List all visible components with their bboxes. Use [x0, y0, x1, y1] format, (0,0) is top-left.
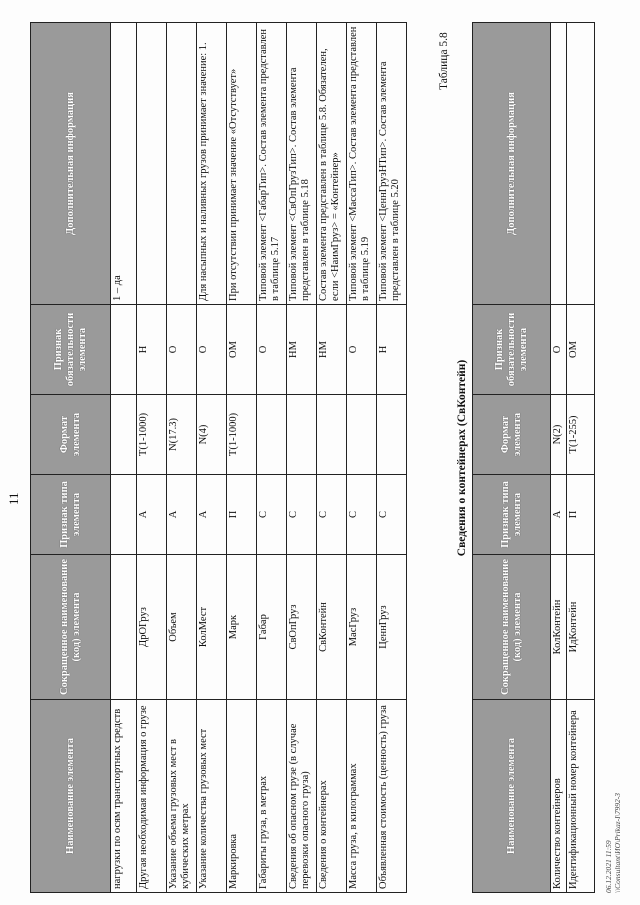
containers-table	[472, 22, 595, 893]
cell-info	[137, 23, 167, 305]
cell-type: П	[227, 475, 257, 555]
cell-info: 1 – да	[111, 23, 137, 305]
header-type: Признак типа элемента	[31, 475, 111, 555]
cell-type: А	[551, 475, 567, 555]
cell-format: T(1-255)	[567, 395, 595, 475]
cell-required: Н	[137, 305, 167, 395]
cell-type: С	[347, 475, 377, 555]
table-row	[167, 23, 197, 893]
cell-name: Идентификационный номер контейнера	[567, 700, 595, 893]
cell-code: ДрОГруз	[137, 555, 167, 700]
cell-type: А	[137, 475, 167, 555]
cell-required	[111, 305, 137, 395]
cell-required: О	[197, 305, 227, 395]
cell-name: Масса груза, в килограммах	[347, 700, 377, 893]
footer-stamp	[604, 793, 622, 893]
header-info: Дополнительная информация	[31, 23, 111, 305]
cell-info: Состав элемента представлен в таблице 5.8. Обязателен, если <НаимГруз> = «Контейнер»	[317, 23, 347, 305]
cell-name: нагрузки по осям транспортных средств	[111, 700, 137, 893]
cell-code: КолКонтейн	[551, 555, 567, 700]
cell-code: КолМест	[197, 555, 227, 700]
cell-info: Для насыпных и наливных грузов принимает значение: 1.	[197, 23, 227, 305]
cell-code: Объем	[167, 555, 197, 700]
cell-info	[551, 23, 567, 305]
cell-required: НМ	[317, 305, 347, 395]
cell-required: О	[551, 305, 567, 395]
table-row	[317, 23, 347, 893]
cell-format: N(2)	[551, 395, 567, 475]
table-header-row	[473, 23, 551, 893]
cell-required: Н	[377, 305, 407, 395]
cell-name: Сведения о контейнерах	[317, 700, 347, 893]
cell-type: С	[257, 475, 287, 555]
footer-date: 06.12.2021 11:59	[604, 840, 613, 893]
cell-code: ЦеннГруз	[377, 555, 407, 700]
header-name: Наименование элемента	[473, 700, 551, 893]
cell-format: N(17.3)	[167, 395, 197, 475]
header-code: Сокращенное наименование (код) элемента	[31, 555, 111, 700]
cell-info: Типовой элемент <ГабарТип>. Состав элемента представлен в таблице 5.17	[257, 23, 287, 305]
cell-info: Типовой элемент <СвОпГрузТип>. Состав элемента представлен в таблице 5.18	[287, 23, 317, 305]
cell-name: Указание объема грузовых мест в кубических метрах	[167, 700, 197, 893]
cell-format	[287, 395, 317, 475]
table-number: Таблица 5.8	[438, 32, 450, 90]
header-code: Сокращенное наименование (код) элемента	[473, 555, 551, 700]
table-row	[567, 23, 595, 893]
cell-required: ОМ	[227, 305, 257, 395]
page-number: 11	[6, 492, 21, 505]
header-required: Признак обязательности элемента	[473, 305, 551, 395]
table-row	[347, 23, 377, 893]
cell-format	[347, 395, 377, 475]
cell-code: СвОпГруз	[287, 555, 317, 700]
cell-format: N(4)	[197, 395, 227, 475]
footer-path: \\Consultant\ИО\Prikaz-I\7992-3	[613, 793, 622, 893]
table-row	[227, 23, 257, 893]
cell-format	[257, 395, 287, 475]
cell-code: СвКонтейн	[317, 555, 347, 700]
table-row	[287, 23, 317, 893]
cell-name: Другая необходимая информация о грузе	[137, 700, 167, 893]
cell-name: Габариты груза, в метрах	[257, 700, 287, 893]
elements-table	[30, 22, 407, 893]
cell-info	[167, 23, 197, 305]
cell-code: Марк	[227, 555, 257, 700]
section-title: Сведения о контейнерах (СвКонтейн)	[456, 359, 468, 557]
header-format: Формат элемента	[473, 395, 551, 475]
cell-info: При отсутствии принимает значение «Отсутствует»	[227, 23, 257, 305]
table-row	[137, 23, 167, 893]
cell-type	[111, 475, 137, 555]
cell-type: С	[377, 475, 407, 555]
header-name: Наименование элемента	[31, 700, 111, 893]
cell-name: Сведения об опасном грузе (в случае перевозки опасного груза)	[287, 700, 317, 893]
table-row	[257, 23, 287, 893]
cell-info	[567, 23, 595, 305]
cell-required: О	[167, 305, 197, 395]
table-header-row	[31, 23, 111, 893]
cell-format	[377, 395, 407, 475]
cell-info: Типовой элемент <МассаТип>. Состав элемента представлен в таблице 5.19	[347, 23, 377, 305]
table-row	[551, 23, 567, 893]
cell-required: НМ	[287, 305, 317, 395]
cell-type: С	[317, 475, 347, 555]
cell-type: А	[197, 475, 227, 555]
cell-required: ОМ	[567, 305, 595, 395]
cell-format	[111, 395, 137, 475]
header-required: Признак обязательности элемента	[31, 305, 111, 395]
cell-name: Количество контейнеров	[551, 700, 567, 893]
header-type: Признак типа элемента	[473, 475, 551, 555]
cell-type: П	[567, 475, 595, 555]
table-row	[111, 23, 137, 893]
cell-info: Типовой элемент <ЦеннГрузНТип>. Состав элемента представлен в таблице 5.20	[377, 23, 407, 305]
cell-name: Объявленная стоимость (ценность) груза	[377, 700, 407, 893]
cell-code: Габар	[257, 555, 287, 700]
cell-type: А	[167, 475, 197, 555]
header-info: Дополнительная информация	[473, 23, 551, 305]
cell-name: Указание количества грузовых мест	[197, 700, 227, 893]
table-row	[377, 23, 407, 893]
cell-required: О	[347, 305, 377, 395]
cell-code: ИдКонтейн	[567, 555, 595, 700]
cell-type: С	[287, 475, 317, 555]
cell-name: Маркировка	[227, 700, 257, 893]
cell-code: МасГруз	[347, 555, 377, 700]
cell-format: T(1-1000)	[227, 395, 257, 475]
cell-format: T(1-1000)	[137, 395, 167, 475]
header-format: Формат элемента	[31, 395, 111, 475]
table-row	[197, 23, 227, 893]
cell-code	[111, 555, 137, 700]
cell-format	[317, 395, 347, 475]
cell-required: О	[257, 305, 287, 395]
